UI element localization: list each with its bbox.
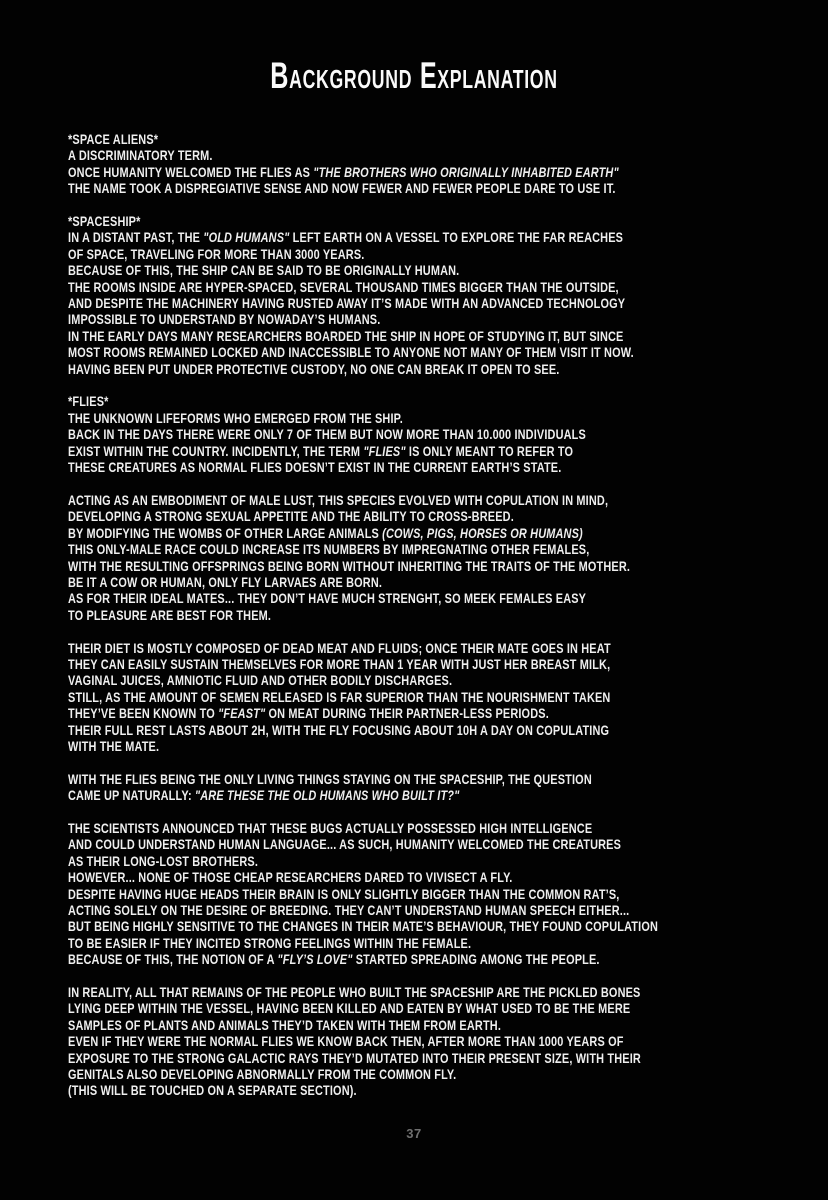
text-segment: THIS ONLY-MALE RACE COULD INCREASE ITS NUMBERS BY IMPREGNATING OTHER FEMALES,: [68, 541, 590, 558]
text-segment: LYING DEEP WITHIN THE VESSEL, HAVING BEEN KILLED AND EATEN BY WHAT USED TO BE THE MERE: [68, 1000, 631, 1017]
text-line: [68, 951, 775, 967]
text-segment: ONCE HUMANITY WELCOMED THE FLIES AS: [68, 163, 314, 180]
text-segment: THE NAME TOOK A DISPREGIATIVE SENSE AND NOW FEWER AND FEWER PEOPLE DARE TO USE IT.: [68, 180, 616, 197]
page-number: 37: [406, 1126, 422, 1141]
text-line: [68, 131, 775, 147]
paragraph: [68, 131, 775, 197]
text-segment: "FLY’S LOVE": [277, 951, 353, 968]
text-segment: "FLIES": [363, 442, 406, 459]
text-line: [68, 836, 775, 852]
text-line: [68, 918, 775, 934]
text-segment: "ARE THESE THE OLD HUMANS WHO BUILT IT?": [194, 787, 460, 804]
text-segment: AND DESPITE THE MACHINERY HAVING RUSTED AWAY IT’S MADE WITH AN ADVANCED TECHNOLOGY: [68, 295, 626, 312]
text-segment: *FLIES*: [68, 393, 109, 410]
text-line: [68, 508, 775, 524]
text-segment: IMPOSSIBLE TO UNDERSTAND BY NOWADAY’S HUMANS.: [68, 311, 381, 328]
text-line: [68, 328, 775, 344]
text-line: [68, 213, 775, 229]
text-line: [68, 147, 775, 163]
text-line: [68, 640, 775, 656]
text-line: [68, 984, 775, 1000]
text-segment: THEIR DIET IS MOSTLY COMPOSED OF DEAD MEAT AND FLUIDS; ONCE THEIR MATE GOES IN HEAT: [68, 639, 611, 656]
text-line: [68, 607, 775, 623]
text-segment: EVEN IF THEY WERE THE NORMAL FLIES WE KNOW BACK THEN, AFTER MORE THAN 1000 YEARS OF: [68, 1033, 624, 1050]
text-line: [68, 722, 775, 738]
paragraph: [68, 492, 775, 623]
paragraph: [68, 771, 775, 804]
text-segment: IN REALITY, ALL THAT REMAINS OF THE PEOPLE WHO BUILT THE SPACESHIP ARE THE PICKLED BONES: [68, 984, 641, 1001]
text-segment: ACTING AS AN EMBODIMENT OF MALE LUST, THIS SPECIES EVOLVED WITH COPULATION IN MIND,: [68, 491, 609, 508]
text-line: [68, 656, 775, 672]
text-segment: LEFT EARTH ON A VESSEL TO EXPLORE THE FAR REACHES: [289, 229, 624, 246]
text-segment: *SPACESHIP*: [68, 213, 141, 230]
text-line: [68, 1000, 775, 1016]
text-segment: THE SCIENTISTS ANNOUNCED THAT THESE BUGS ACTUALLY POSSESSED HIGH INTELLIGENCE: [68, 819, 593, 836]
text-line: [68, 393, 775, 409]
text-line: [68, 672, 775, 688]
text-line: [68, 262, 775, 278]
text-segment: MOST ROOMS REMAINED LOCKED AND INACCESSIBLE TO ANYONE NOT MANY OF THEM VISIT IT NOW.: [68, 344, 634, 361]
text-line: [68, 738, 775, 754]
text-segment: BECAUSE OF THIS, THE NOTION OF A: [68, 951, 278, 968]
text-segment: EXIST WITHIN THE COUNTRY. INCIDENTLY, THE TERM: [68, 442, 364, 459]
text-segment: BACK IN THE DAYS THERE WERE ONLY 7 OF THEM BUT NOW MORE THAN 10.000 INDIVIDUALS: [68, 426, 586, 443]
text-segment: HOWEVER... NONE OF THOSE CHEAP RESEARCHERS DARED TO VIVISECT A FLY.: [68, 869, 513, 886]
text-line: [68, 295, 775, 311]
text-line: [68, 459, 775, 475]
text-line: [68, 771, 775, 787]
text-segment: HAVING BEEN PUT UNDER PROTECTIVE CUSTODY, NO ONE CAN BREAK IT OPEN TO SEE.: [68, 360, 560, 377]
text-line: [68, 902, 775, 918]
text-segment: AND COULD UNDERSTAND HUMAN LANGUAGE... AS SUCH, HUMANITY WELCOMED THE CREATURES: [68, 836, 622, 853]
text-line: [68, 1050, 775, 1066]
text-segment: ON MEAT DURING THEIR PARTNER-LESS PERIODS.: [265, 705, 549, 722]
text-segment: THEY’VE BEEN KNOWN TO: [68, 705, 219, 722]
text-segment: THEY CAN EASILY SUSTAIN THEMSELVES FOR MORE THAN 1 YEAR WITH JUST HER BREAST MILK,: [68, 655, 611, 672]
text-line: [68, 1082, 775, 1098]
text-segment: STARTED SPREADING AMONG THE PEOPLE.: [352, 951, 600, 968]
text-line: [68, 426, 775, 442]
text-line: [68, 344, 775, 360]
text-segment: BY MODIFYING THE WOMBS OF OTHER LARGE ANIMALS: [68, 524, 383, 541]
text-line: [68, 361, 775, 377]
text-segment: TO PLEASURE ARE BEST FOR THEM.: [68, 606, 272, 623]
text-segment: IN A DISTANT PAST, THE: [68, 229, 204, 246]
text-segment: VAGINAL JUICES, AMNIOTIC FLUID AND OTHER BODILY DISCHARGES.: [68, 672, 453, 689]
text-line: [68, 443, 775, 459]
text-line: [68, 935, 775, 951]
text-segment: "THE BROTHERS WHO ORIGINALLY INHABITED EARTH": [313, 163, 619, 180]
page-title: Background Explanation: [270, 55, 558, 96]
text-line: [68, 1066, 775, 1082]
paragraph: [68, 640, 775, 755]
text-segment: AS FOR THEIR IDEAL MATES... THEY DON’T HAVE MUCH STRENGHT, SO MEEK FEMALES EASY: [68, 590, 587, 607]
text-line: [68, 180, 775, 196]
text-segment: *SPACE ALIENS*: [68, 131, 159, 147]
text-segment: SAMPLES OF PLANTS AND ANIMALS THEY’D TAKEN WITH THEM FROM EARTH.: [68, 1016, 502, 1033]
text-line: [68, 229, 775, 245]
text-segment: WITH THE MATE.: [68, 737, 160, 754]
text-segment: IN THE EARLY DAYS MANY RESEARCHERS BOARDED THE SHIP IN HOPE OF STUDYING IT, BUT SINCE: [68, 327, 624, 344]
paragraph: [68, 393, 775, 475]
text-segment: "OLD HUMANS": [203, 229, 290, 246]
text-segment: "FEAST": [218, 705, 266, 722]
paragraph: [68, 820, 775, 968]
text-segment: TO BE EASIER IF THEY INCITED STRONG FEELINGS WITHIN THE FEMALE.: [68, 934, 472, 951]
text-line: [68, 558, 775, 574]
text-line: [68, 705, 775, 721]
text-segment: BE IT A COW OR HUMAN, ONLY FLY LARVAES ARE BORN.: [68, 573, 383, 590]
body-text: [68, 131, 775, 1115]
text-line: [68, 1033, 775, 1049]
text-line: [68, 853, 775, 869]
text-line: [68, 311, 775, 327]
text-segment: THEIR FULL REST LASTS ABOUT 2H, WITH THE FLY FOCUSING ABOUT 10H A DAY ON COPULATING: [68, 721, 610, 738]
text-segment: THESE CREATURES AS NORMAL FLIES DOESN’T EXIST IN THE CURRENT EARTH’S STATE.: [68, 459, 562, 476]
text-line: [68, 492, 775, 508]
text-segment: CAME UP NATURALLY:: [68, 787, 195, 804]
text-line: [68, 787, 775, 803]
text-segment: A DISCRIMINATORY TERM.: [68, 147, 213, 164]
text-line: [68, 689, 775, 705]
paragraph: [68, 213, 775, 377]
text-segment: ACTING SOLELY ON THE DESIRE OF BREEDING. THEY CAN’T UNDERSTAND HUMAN SPEECH EITHER...: [68, 902, 630, 918]
text-segment: BUT BEING HIGHLY SENSITIVE TO THE CHANGES IN THEIR MATE’S BEHAVIOUR, THEY FOUND COPULATION: [68, 918, 659, 935]
text-segment: WITH THE FLIES BEING THE ONLY LIVING THINGS STAYING ON THE SPACESHIP, THE QUESTION: [68, 770, 592, 787]
text-line: [68, 820, 775, 836]
text-line: [68, 410, 775, 426]
text-segment: THE ROOMS INSIDE ARE HYPER-SPACED, SEVERAL THOUSAND TIMES BIGGER THAN THE OUTSIDE,: [68, 278, 619, 295]
text-segment: STILL, AS THE AMOUNT OF SEMEN RELEASED IS FAR SUPERIOR THAN THE NOURISHMENT TAKEN: [68, 688, 611, 705]
text-segment: IS ONLY MEANT TO REFER TO: [405, 442, 574, 459]
text-segment: BECAUSE OF THIS, THE SHIP CAN BE SAID TO BE ORIGINALLY HUMAN.: [68, 262, 460, 279]
text-segment: DEVELOPING A STRONG SEXUAL APPETITE AND THE ABILITY TO CROSS-BREED.: [68, 508, 514, 525]
text-segment: EXPOSURE TO THE STRONG GALACTIC RAYS THEY’D MUTATED INTO THEIR PRESENT SIZE, WITH THEIR: [68, 1049, 641, 1066]
text-line: [68, 164, 775, 180]
text-segment: DESPITE HAVING HUGE HEADS THEIR BRAIN IS ONLY SLIGHTLY BIGGER THAN THE COMMON RAT’S,: [68, 885, 620, 902]
text-segment: OF SPACE, TRAVELING FOR MORE THAN 3000 YEARS.: [68, 245, 365, 262]
text-line: [68, 1017, 775, 1033]
text-line: [68, 886, 775, 902]
text-line: [68, 541, 775, 557]
text-line: [68, 279, 775, 295]
text-line: [68, 869, 775, 885]
text-segment: (COWS, PIGS, HORSES OR HUMANS): [382, 524, 583, 541]
text-line: [68, 246, 775, 262]
text-segment: GENITALS ALSO DEVELOPING ABNORMALLY FROM THE COMMON FLY.: [68, 1066, 457, 1083]
text-line: [68, 574, 775, 590]
text-line: [68, 590, 775, 606]
text-segment: WITH THE RESULTING OFFSPRINGS BEING BORN WITHOUT INHERITING THE TRAITS OF THE MOTHER.: [68, 557, 631, 574]
text-segment: AS THEIR LONG-LOST BROTHERS.: [68, 852, 259, 869]
text-segment: (THIS WILL BE TOUCHED ON A SEPARATE SECTION).: [68, 1082, 357, 1099]
text-segment: THE UNKNOWN LIFEFORMS WHO EMERGED FROM THE SHIP.: [68, 409, 403, 426]
paragraph: [68, 984, 775, 1099]
text-line: [68, 525, 775, 541]
